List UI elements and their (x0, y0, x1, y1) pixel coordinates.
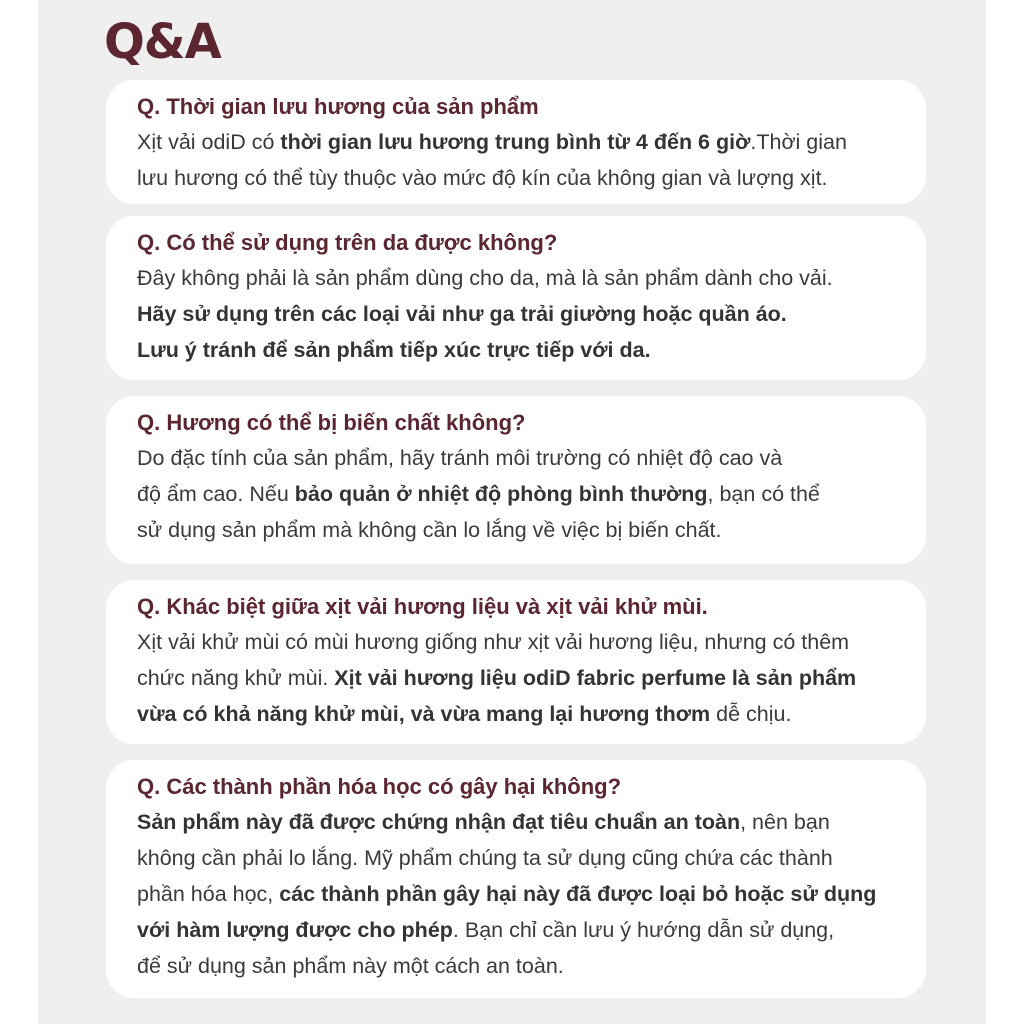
answer-line (137, 512, 926, 548)
answer-line (137, 296, 926, 332)
faq-question: Q. Thời gian lưu hương của sản phẩm (137, 94, 539, 119)
answer-line (137, 332, 926, 368)
answer-line (137, 948, 926, 984)
answer-text: phần hóa học, (137, 882, 280, 906)
answer-text-bold: với hàm lượng được cho phép (137, 918, 453, 942)
faq-answer (137, 260, 926, 368)
answer-text: , bạn có thể (707, 482, 820, 506)
faq-card (106, 760, 926, 998)
answer-text: lưu hương có thể tùy thuộc vào mức độ kín của không gian và lượng xịt. (137, 166, 828, 190)
answer-line (137, 876, 926, 912)
answer-line (137, 160, 926, 196)
answer-text: Xịt vải odiD có (137, 130, 281, 154)
answer-text: Xịt vải khử mùi có mùi hương giống như xịt vải hương liệu, nhưng có thêm (137, 630, 850, 654)
answer-line (137, 476, 926, 512)
faq-answer (137, 124, 926, 196)
answer-line (137, 260, 926, 296)
answer-text-bold: Xịt vải hương liệu odiD fabric perfume là sản phẩm (334, 666, 857, 690)
faq-card (106, 80, 926, 204)
answer-line (137, 440, 926, 476)
answer-line (137, 660, 926, 696)
answer-text-bold: vừa có khả năng khử mùi, và vừa mang lại hương thơm (137, 702, 711, 726)
faq-answer (137, 440, 926, 548)
answer-text: chức năng khử mùi. (137, 666, 335, 690)
faq-question: Q. Khác biệt giữa xịt vải hương liệu và xịt vải khử mùi. (137, 594, 708, 619)
answer-line (137, 696, 926, 732)
answer-text: , nên bạn (740, 810, 830, 834)
answer-text: Đây không phải là sản phẩm dùng cho da, mà là sản phẩm dành cho vải. (137, 266, 833, 290)
answer-line (137, 124, 926, 160)
faq-card (106, 396, 926, 564)
answer-text-bold: bảo quản ở nhiệt độ phòng bình thường (294, 482, 708, 506)
answer-line (137, 840, 926, 876)
answer-line (137, 624, 926, 660)
faq-answer (137, 624, 926, 732)
faq-question: Q. Có thể sử dụng trên da được không? (137, 230, 558, 255)
answer-text-bold: Hãy sử dụng trên các loại vải như ga trải giường hoặc quần áo. (137, 302, 787, 326)
answer-text: không cần phải lo lắng. Mỹ phẩm chúng ta sử dụng cũng chứa các thành (137, 846, 833, 870)
faq-card (106, 580, 926, 744)
faq-card (106, 216, 926, 380)
faq-question: Q. Hương có thể bị biến chất không? (137, 410, 526, 435)
answer-text-bold: các thành phần gây hại này đã được loại bỏ hoặc sử dụng (279, 882, 877, 906)
page-title: Q&A (104, 14, 221, 70)
answer-text: . Bạn chỉ cần lưu ý hướng dẫn sử dụng, (452, 918, 835, 942)
answer-text: Do đặc tính của sản phẩm, hãy tránh môi trường có nhiệt độ cao và (137, 446, 783, 470)
answer-text-bold: thời gian lưu hương trung bình từ 4 đến 6 giờ (280, 130, 751, 154)
faq-answer (137, 804, 926, 984)
answer-line (137, 912, 926, 948)
answer-text-bold: Sản phẩm này đã được chứng nhận đạt tiêu chuẩn an toàn (137, 810, 741, 834)
answer-text: để sử dụng sản phẩm này một cách an toàn. (137, 954, 564, 978)
answer-text: sử dụng sản phẩm mà không cần lo lắng về việc bị biến chất. (137, 518, 722, 542)
answer-line (137, 804, 926, 840)
answer-text: .Thời gian (750, 130, 847, 154)
answer-text-bold: Lưu ý tránh để sản phẩm tiếp xúc trực tiếp với da. (137, 338, 651, 362)
answer-text: độ ẩm cao. Nếu (137, 482, 295, 506)
faq-question: Q. Các thành phần hóa học có gây hại không? (137, 774, 622, 799)
answer-text: dễ chịu. (710, 702, 792, 726)
